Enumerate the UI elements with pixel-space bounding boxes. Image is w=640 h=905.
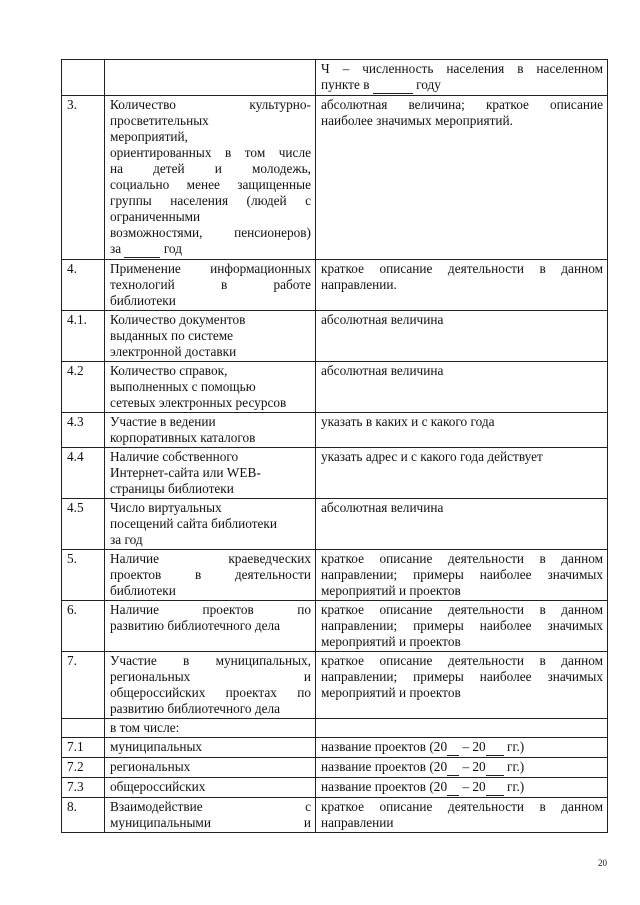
indicator-description: краткое описание деятельности в данном направлении xyxy=(316,798,608,833)
indicator-name: Наличие проектов по развитию библиотечного дела xyxy=(105,601,316,652)
row-number: 8. xyxy=(62,798,105,833)
table-row xyxy=(62,311,608,362)
fill-in-blank xyxy=(373,77,413,94)
table-row xyxy=(62,60,608,96)
table-row xyxy=(62,550,608,601)
table-row xyxy=(62,448,608,499)
table-row xyxy=(62,778,608,798)
fill-in-blank xyxy=(486,739,504,756)
row-number: 4.3 xyxy=(62,413,105,448)
indicator-name: муниципальных xyxy=(105,738,316,758)
indicator-description: указать адрес и с какого года действует xyxy=(316,448,608,499)
indicator-name: Участие в ведении корпоративных каталогов xyxy=(105,413,316,448)
indicator-name: Наличие краеведческих проектов в деятельности библиотеки xyxy=(105,550,316,601)
indicator-description: абсолютная величина xyxy=(316,362,608,413)
row-number: 7.3 xyxy=(62,778,105,798)
indicator-name: региональных xyxy=(105,758,316,778)
indicator-description: название проектов (20 – 20 гг.) xyxy=(316,758,608,778)
indicator-description: краткое описание деятельности в данном направлении; примеры наиболее значимых мероприятий и проектов xyxy=(316,550,608,601)
fill-in-blank xyxy=(486,759,504,776)
table-row xyxy=(62,719,608,738)
indicator-description: название проектов (20 – 20 гг.) xyxy=(316,778,608,798)
row-number: 4.2 xyxy=(62,362,105,413)
indicator-name: Количество справок, выполненных с помощью сетевых электронных ресурсов xyxy=(105,362,316,413)
table-row xyxy=(62,413,608,448)
row-number: 7. xyxy=(62,652,105,719)
indicator-name: Число виртуальных посещений сайта библиотеки за год xyxy=(105,499,316,550)
row-number: 4.1. xyxy=(62,311,105,362)
table-row xyxy=(62,652,608,719)
row-number: 3. xyxy=(62,96,105,260)
fill-in-blank xyxy=(447,739,459,756)
row-number: 4. xyxy=(62,260,105,311)
indicator-description: название проектов (20 – 20 гг.) xyxy=(316,738,608,758)
indicator-description: абсолютная величина; краткое описание наиболее значимых мероприятий. xyxy=(316,96,608,260)
fill-in-blank xyxy=(486,779,504,796)
indicator-name xyxy=(105,60,316,96)
row-number: 6. xyxy=(62,601,105,652)
indicator-name: общероссийских xyxy=(105,778,316,798)
indicator-name: Взаимодействие с муниципальными и xyxy=(105,798,316,833)
table-row xyxy=(62,260,608,311)
indicator-description: Ч – численность населения в населенном пункте в году xyxy=(316,60,608,96)
table-row xyxy=(62,499,608,550)
row-number: 7.2 xyxy=(62,758,105,778)
indicators-table xyxy=(61,59,608,833)
indicator-description: краткое описание деятельности в данном направлении; примеры наиболее значимых мероприятий и проектов xyxy=(316,652,608,719)
table-row xyxy=(62,96,608,260)
row-number xyxy=(62,60,105,96)
indicator-description: краткое описание деятельности в данном направлении. xyxy=(316,260,608,311)
indicator-description: краткое описание деятельности в данном направлении; примеры наиболее значимых мероприятий и проектов xyxy=(316,601,608,652)
row-number: 5. xyxy=(62,550,105,601)
table-row xyxy=(62,362,608,413)
indicator-name: Наличие собственного Интернет-сайта или WEB- страницы библиотеки xyxy=(105,448,316,499)
indicator-description xyxy=(316,719,608,738)
fill-in-blank xyxy=(124,241,160,258)
indicator-description: указать в каких и с какого года xyxy=(316,413,608,448)
fill-in-blank xyxy=(447,759,459,776)
indicator-name: Участие в муниципальных, региональных и общероссийских проектах по развитию библиотечного дела xyxy=(105,652,316,719)
indicator-name: в том числе: xyxy=(105,719,316,738)
indicator-name: Количество культурно- просветительных мероприятий, ориентированных в том числе на детей и молодежь, социально менее защищенные группы населения (людей с ограниченными возможностями, пенсионеров) за год xyxy=(105,96,316,260)
indicator-name: Количество документов выданных по системе электронной доставки xyxy=(105,311,316,362)
page-number: 20 xyxy=(598,858,607,868)
table-row xyxy=(62,601,608,652)
fill-in-blank xyxy=(447,779,459,796)
row-number: 4.4 xyxy=(62,448,105,499)
row-number: 4.5 xyxy=(62,499,105,550)
indicator-description: абсолютная величина xyxy=(316,499,608,550)
table-row xyxy=(62,758,608,778)
row-number: 7.1 xyxy=(62,738,105,758)
table-row xyxy=(62,798,608,833)
indicator-name: Применение информационных технологий в работе библиотеки xyxy=(105,260,316,311)
row-number xyxy=(62,719,105,738)
indicator-description: абсолютная величина xyxy=(316,311,608,362)
table-row xyxy=(62,738,608,758)
